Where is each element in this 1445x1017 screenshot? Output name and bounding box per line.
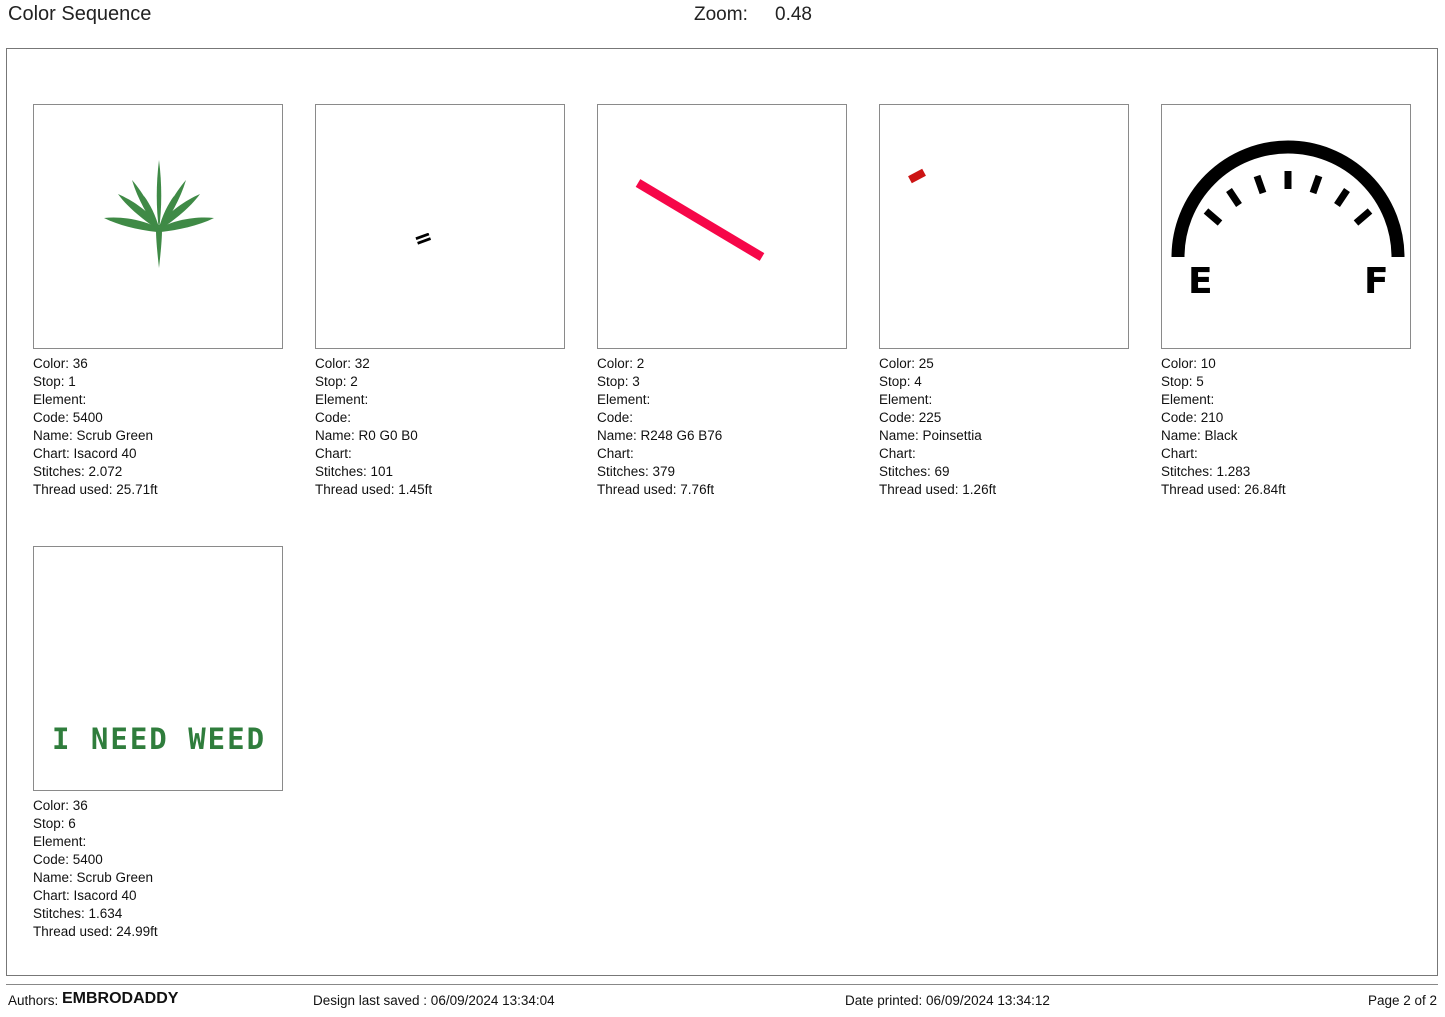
color-block[interactable] — [33, 546, 315, 941]
footer-divider — [6, 984, 1438, 985]
meta-stitches: Stitches: 379 — [597, 464, 676, 479]
meta-stop: Stop: 2 — [315, 374, 358, 389]
meta-chart: Chart: — [879, 446, 916, 461]
page-title: Color Sequence — [8, 3, 152, 25]
design-thumbnail[interactable] — [315, 104, 565, 349]
authors-label: Authors: — [8, 993, 59, 1008]
meta-element: Element: — [33, 834, 87, 849]
red-small-dash-icon — [908, 169, 926, 184]
pink-diagonal-stroke-icon — [634, 177, 774, 277]
page-header — [0, 0, 1445, 48]
design-last-saved: Design last saved : 06/09/2024 13:34:04 — [313, 993, 555, 1008]
zoom-value: 0.48 — [775, 4, 812, 25]
meta-stitches: Stitches: 1.634 — [33, 906, 123, 921]
color-block[interactable] — [315, 104, 597, 499]
meta-stitches: Stitches: 69 — [879, 464, 950, 479]
color-block-meta — [33, 797, 315, 941]
color-block-meta — [315, 355, 597, 499]
meta-thread: Thread used: 25.71ft — [33, 482, 158, 497]
gauge-empty-label: E — [1188, 261, 1213, 297]
design-thumbnail[interactable] — [1161, 104, 1411, 349]
zoom-label: Zoom: — [694, 4, 748, 25]
meta-chart: Chart: Isacord 40 — [33, 888, 137, 903]
color-block[interactable] — [879, 104, 1161, 499]
small-black-mark-icon — [414, 233, 434, 246]
meta-element: Element: — [315, 392, 369, 407]
color-block-meta — [597, 355, 879, 499]
authors-name: EMBRODADDY — [62, 990, 179, 1007]
meta-chart: Chart: Isacord 40 — [33, 446, 137, 461]
meta-chart: Chart: — [315, 446, 352, 461]
meta-name: Name: Scrub Green — [33, 428, 154, 443]
meta-stop: Stop: 5 — [1161, 374, 1204, 389]
meta-chart: Chart: — [1161, 446, 1198, 461]
meta-thread: Thread used: 26.84ft — [1161, 482, 1286, 497]
meta-name: Name: Scrub Green — [33, 870, 154, 885]
meta-color: Color: 32 — [315, 356, 370, 371]
meta-stop: Stop: 4 — [879, 374, 922, 389]
meta-code: Code: 210 — [1161, 410, 1224, 425]
sequence-grid — [7, 49, 1437, 975]
cannabis-leaf-icon — [94, 150, 224, 275]
meta-color: Color: 2 — [597, 356, 645, 371]
meta-chart: Chart: — [597, 446, 634, 461]
meta-stitches: Stitches: 2.072 — [33, 464, 123, 479]
meta-code: Code: 225 — [879, 410, 942, 425]
design-thumbnail[interactable] — [879, 104, 1129, 349]
meta-code: Code: 5400 — [33, 852, 103, 867]
gauge-full-label: F — [1364, 261, 1389, 297]
meta-stop: Stop: 3 — [597, 374, 640, 389]
design-thumbnail[interactable] — [597, 104, 847, 349]
color-block-meta — [879, 355, 1161, 499]
meta-thread: Thread used: 1.26ft — [879, 482, 997, 497]
meta-thread: Thread used: 1.45ft — [315, 482, 433, 497]
meta-color: Color: 25 — [879, 356, 934, 371]
color-block[interactable] — [1161, 104, 1443, 499]
meta-color: Color: 10 — [1161, 356, 1216, 371]
meta-name: Name: R0 G0 B0 — [315, 428, 418, 443]
color-block-meta — [1161, 355, 1443, 499]
meta-stitches: Stitches: 1.283 — [1161, 464, 1251, 479]
meta-name: Name: Black — [1161, 428, 1238, 443]
meta-color: Color: 36 — [33, 798, 88, 813]
meta-thread: Thread used: 7.76ft — [597, 482, 715, 497]
fuel-gauge-icon — [1168, 127, 1408, 297]
meta-element: Element: — [597, 392, 651, 407]
meta-element: Element: — [1161, 392, 1215, 407]
meta-stop: Stop: 6 — [33, 816, 76, 831]
meta-element: Element: — [879, 392, 933, 407]
meta-code: Code: 5400 — [33, 410, 103, 425]
date-printed: Date printed: 06/09/2024 13:34:12 — [845, 993, 1050, 1008]
meta-stop: Stop: 1 — [33, 374, 76, 389]
i-need-weed-text: I NEED WEED — [52, 722, 267, 756]
color-block[interactable] — [33, 104, 315, 499]
color-block[interactable] — [597, 104, 879, 499]
meta-name: Name: R248 G6 B76 — [597, 428, 723, 443]
meta-code: Code: — [315, 410, 352, 425]
meta-stitches: Stitches: 101 — [315, 464, 394, 479]
meta-color: Color: 36 — [33, 356, 88, 371]
meta-element: Element: — [33, 392, 87, 407]
color-block-meta — [33, 355, 315, 499]
design-thumbnail[interactable] — [33, 104, 283, 349]
page-footer — [0, 990, 1445, 1014]
sequence-sheet — [6, 48, 1438, 976]
meta-name: Name: Poinsettia — [879, 428, 982, 443]
page-number: Page 2 of 2 — [1367, 993, 1437, 1008]
meta-code: Code: — [597, 410, 634, 425]
meta-thread: Thread used: 24.99ft — [33, 924, 158, 939]
design-thumbnail[interactable] — [33, 546, 283, 791]
